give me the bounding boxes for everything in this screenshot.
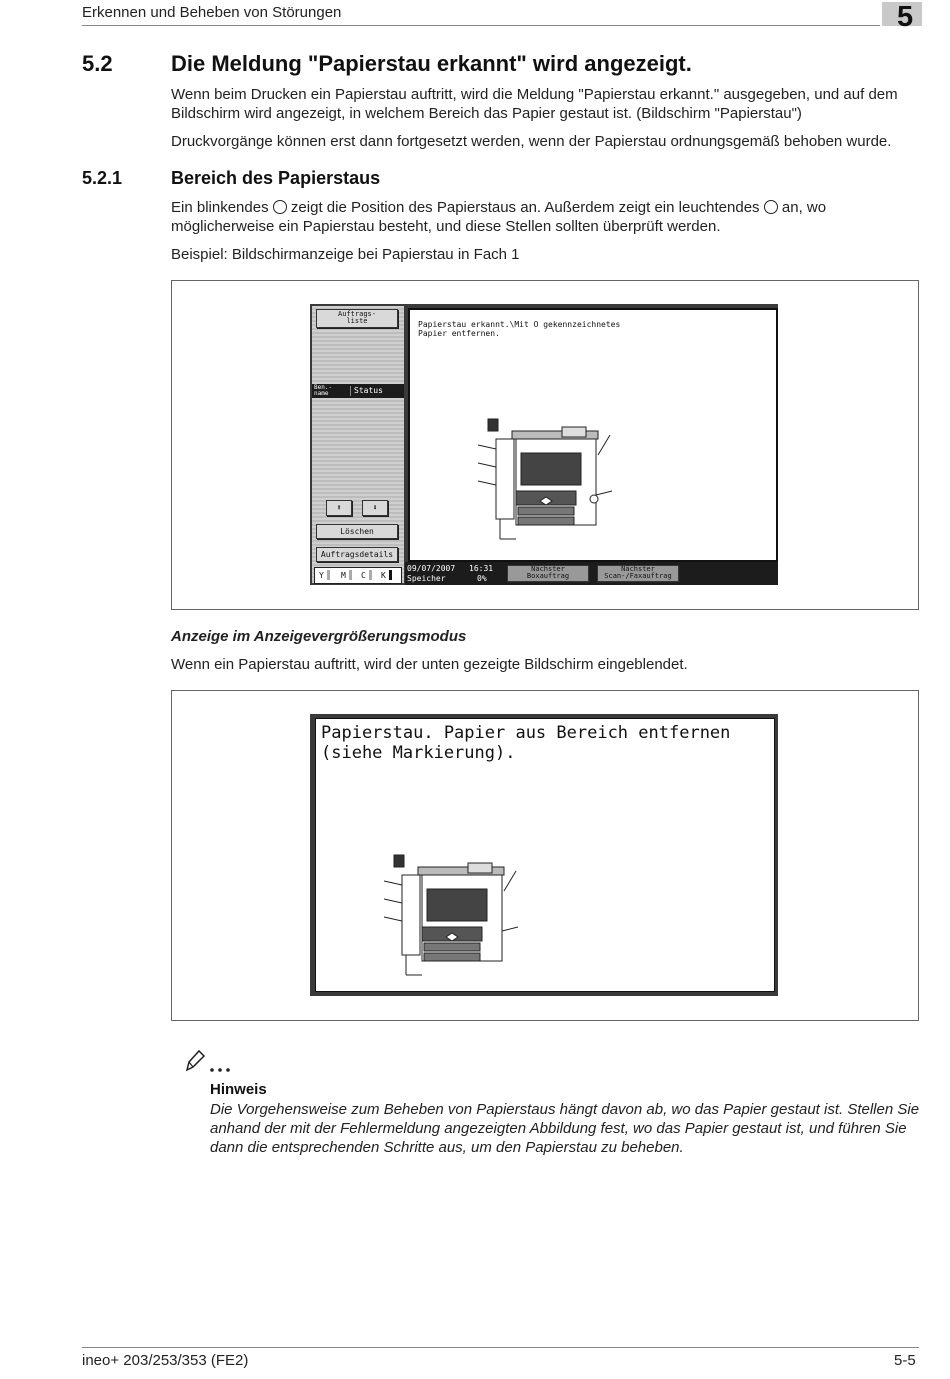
- toner-c-bar: [369, 570, 372, 580]
- toner-k-bar: [389, 570, 392, 580]
- job-details-button[interactable]: Auftragsdetails: [316, 547, 398, 562]
- heading1-number: 5.2: [82, 51, 113, 76]
- section-text-a: Ein blinkendes: [171, 199, 269, 216]
- enlarged-jam-message: Papierstau. Papier aus Bereich entfernen (siehe Markierung).: [321, 723, 731, 763]
- memory-value: 0%: [477, 574, 487, 583]
- message-panel: [408, 308, 778, 562]
- enlarge-paragraph: Wenn ein Papierstau auftritt, wird der unten gezeigte Bildschirm eingeblendet.: [171, 656, 688, 673]
- toner-y-label: Y: [319, 571, 324, 580]
- toner-level-indicator: [314, 567, 402, 584]
- intro-paragraph: Wenn beim Drucken ein Papierstau auftritt, wird die Meldung "Papierstau erkannt." ausgegeben, und auf dem Bildschirm wird angezeigt, in welchem Bereich das Papier gestaut ist. (Bildschirm "Papierstau"): [171, 86, 898, 122]
- hint-text: Die Vorgehensweise zum Beheben von Papierstaus hängt davon ab, wo das Papier gestaut ist. Stellen Sie anhand der mit der Fehlermeldung angezeigten Abbildung fest, wo das Papier gestaut ist, und führen Sie dann die entsprechenden Schritte aus, um den Papierstau zu beheben.: [210, 1101, 920, 1156]
- toner-m-label: M: [341, 571, 346, 580]
- heading1-title: Die Meldung "Papierstau erkannt" wird angezeigt.: [171, 51, 692, 76]
- footer-rule: [82, 1347, 919, 1348]
- memory-label: Speicher: [407, 574, 446, 583]
- header-rule: [82, 25, 880, 26]
- intro-paragraph-2: Druckvorgänge können erst dann fortgesetzt werden, wenn der Papierstau ordnungsgemäß behoben wurde.: [171, 133, 892, 150]
- section-text-b: zeigt die Position des Papierstaus an. Außerdem zeigt ein leuchtendes: [290, 199, 760, 216]
- toner-y-bar: [327, 570, 330, 580]
- next-box-job-button[interactable]: Nächster Boxauftrag: [507, 565, 589, 582]
- section-text-c: an, wo möglicherweise ein Papierstau besteht, und diese Stellen sollten überprüft werden.: [171, 199, 827, 235]
- toner-m-bar: [349, 570, 352, 580]
- example-label: Beispiel: Bildschirmanzeige bei Papierstau in Fach 1: [171, 246, 520, 263]
- heading2-number: 5.2.1: [82, 168, 123, 188]
- status-bar: [405, 562, 778, 585]
- jam-screen: [310, 304, 778, 585]
- copier-diagram-icon: [382, 851, 522, 979]
- job-list-button[interactable]: Auftrags- liste: [316, 309, 398, 328]
- next-scan-fax-job-button[interactable]: Nächster Scan-/Faxauftrag: [597, 565, 679, 582]
- running-header: Erkennen und Beheben von Störungen: [82, 4, 342, 21]
- footer-model: ineo+ 203/253/353 (FE2): [82, 1352, 249, 1369]
- delete-button[interactable]: Löschen: [316, 524, 398, 539]
- column-user-name: Ben.- name: [314, 384, 333, 397]
- toner-k-label: K: [381, 571, 386, 580]
- column-status: Status: [350, 386, 404, 396]
- scroll-down-button[interactable]: ⬇: [362, 500, 388, 516]
- note-pencil-icon: [184, 1048, 236, 1074]
- date-display: 09/07/2007: [407, 564, 456, 573]
- heading2-title: Bereich des Papierstaus: [171, 168, 381, 188]
- blinking-circle-icon: [273, 200, 287, 214]
- left-panel: [312, 306, 404, 583]
- section-paragraph: [171, 198, 871, 236]
- enlarged-jam-screen: [310, 714, 778, 996]
- hint-title: Hinweis: [210, 1081, 267, 1098]
- chapter-number: 5: [897, 1, 914, 33]
- jam-message: Papierstau erkannt.\Mit O gekennzeichnetes Papier entfernen.: [418, 320, 621, 338]
- enlarged-message-panel: [315, 718, 775, 992]
- footer-page-number: 5-5: [894, 1352, 916, 1369]
- time-display: 16:31: [469, 564, 494, 573]
- job-table-header: [312, 384, 404, 398]
- toner-c-label: C: [361, 571, 366, 580]
- figure-caption: Anzeige im Anzeigevergrößerungsmodus: [171, 628, 467, 645]
- scroll-up-button[interactable]: ⬆: [326, 500, 352, 516]
- copier-diagram-icon: [476, 415, 616, 543]
- lit-circle-icon: [764, 200, 778, 214]
